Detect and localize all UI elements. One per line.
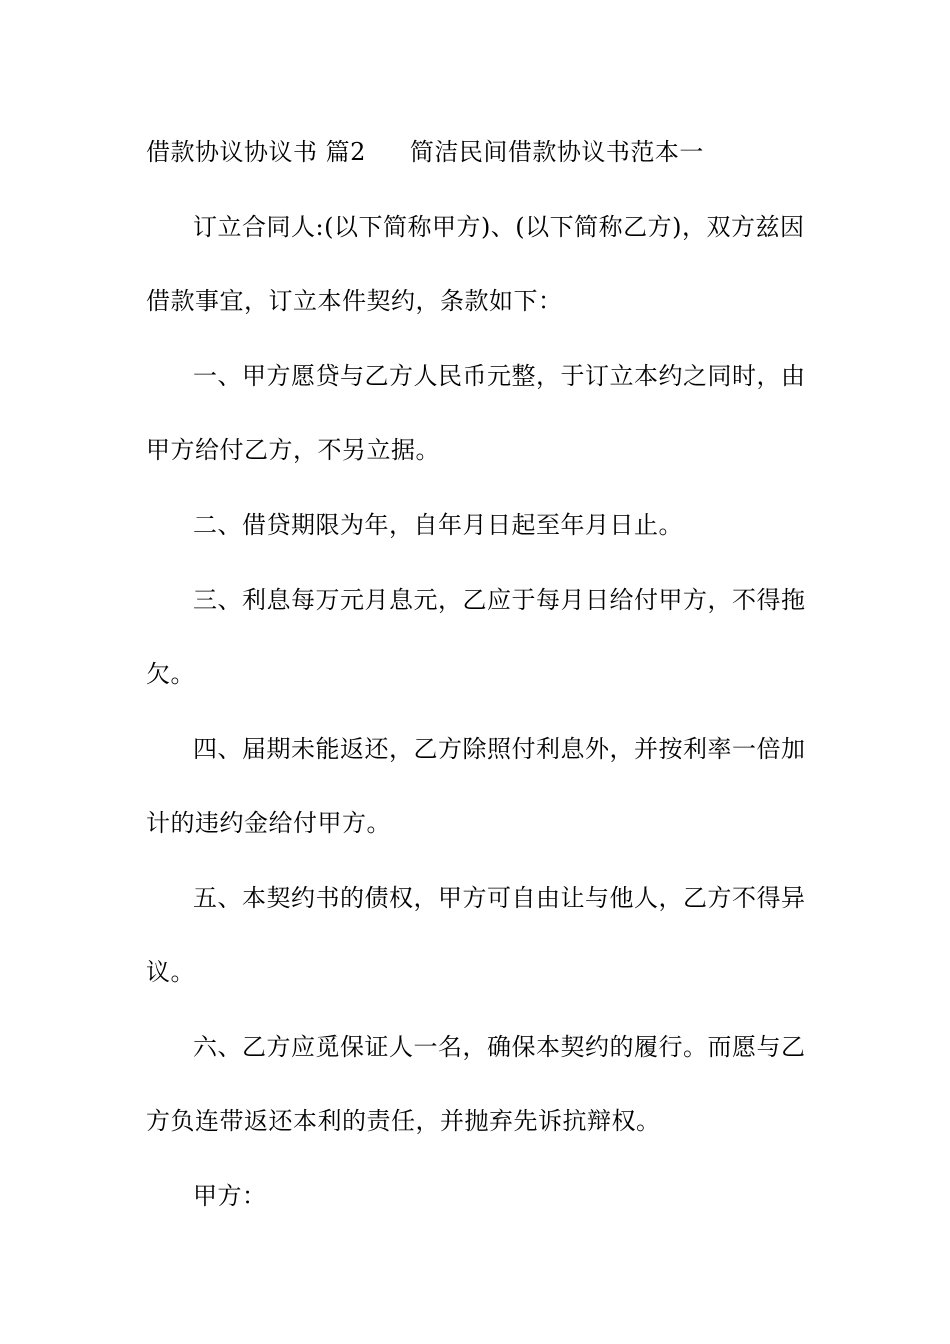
paragraph-line: 欠。	[146, 660, 195, 688]
document-title	[146, 136, 704, 168]
title-right: 简洁民间借款协议书范本一	[409, 138, 704, 166]
signature-party-a-label: 甲方：	[193, 1182, 267, 1210]
paragraph-line: 借款事宜，订立本件契约，条款如下：	[146, 287, 563, 315]
paragraph-line: 一、甲方愿贷与乙方人民币元整，于订立本约之同时，由	[193, 362, 806, 390]
paragraph-line: 订立合同人:(以下简称甲方)、(以下简称乙方)，双方兹因	[193, 213, 805, 241]
paragraph-line: 甲方给付乙方，不另立据。	[146, 436, 440, 464]
paragraph-line: 三、利息每万元月息元，乙应于每月日给付甲方，不得拖	[193, 586, 806, 614]
paragraph-line: 议。	[146, 958, 195, 986]
paragraph-line: 计的违约金给付甲方。	[146, 809, 391, 837]
paragraph-line: 二、借贷期限为年，自年月日起至年月日止。	[193, 511, 683, 539]
paragraph-line: 五、本契约书的债权，甲方可自由让与他人，乙方不得异	[193, 884, 806, 912]
title-left: 借款协议协议书 篇2	[146, 138, 366, 166]
paragraph-line: 四、届期未能返还，乙方除照付利息外，并按利率一倍加	[193, 735, 806, 763]
paragraph-line: 六、乙方应觅保证人一名，确保本契约的履行。而愿与乙	[193, 1033, 806, 1061]
paragraph-line: 方负连带返还本利的责任，并抛弃先诉抗辩权。	[146, 1107, 661, 1135]
